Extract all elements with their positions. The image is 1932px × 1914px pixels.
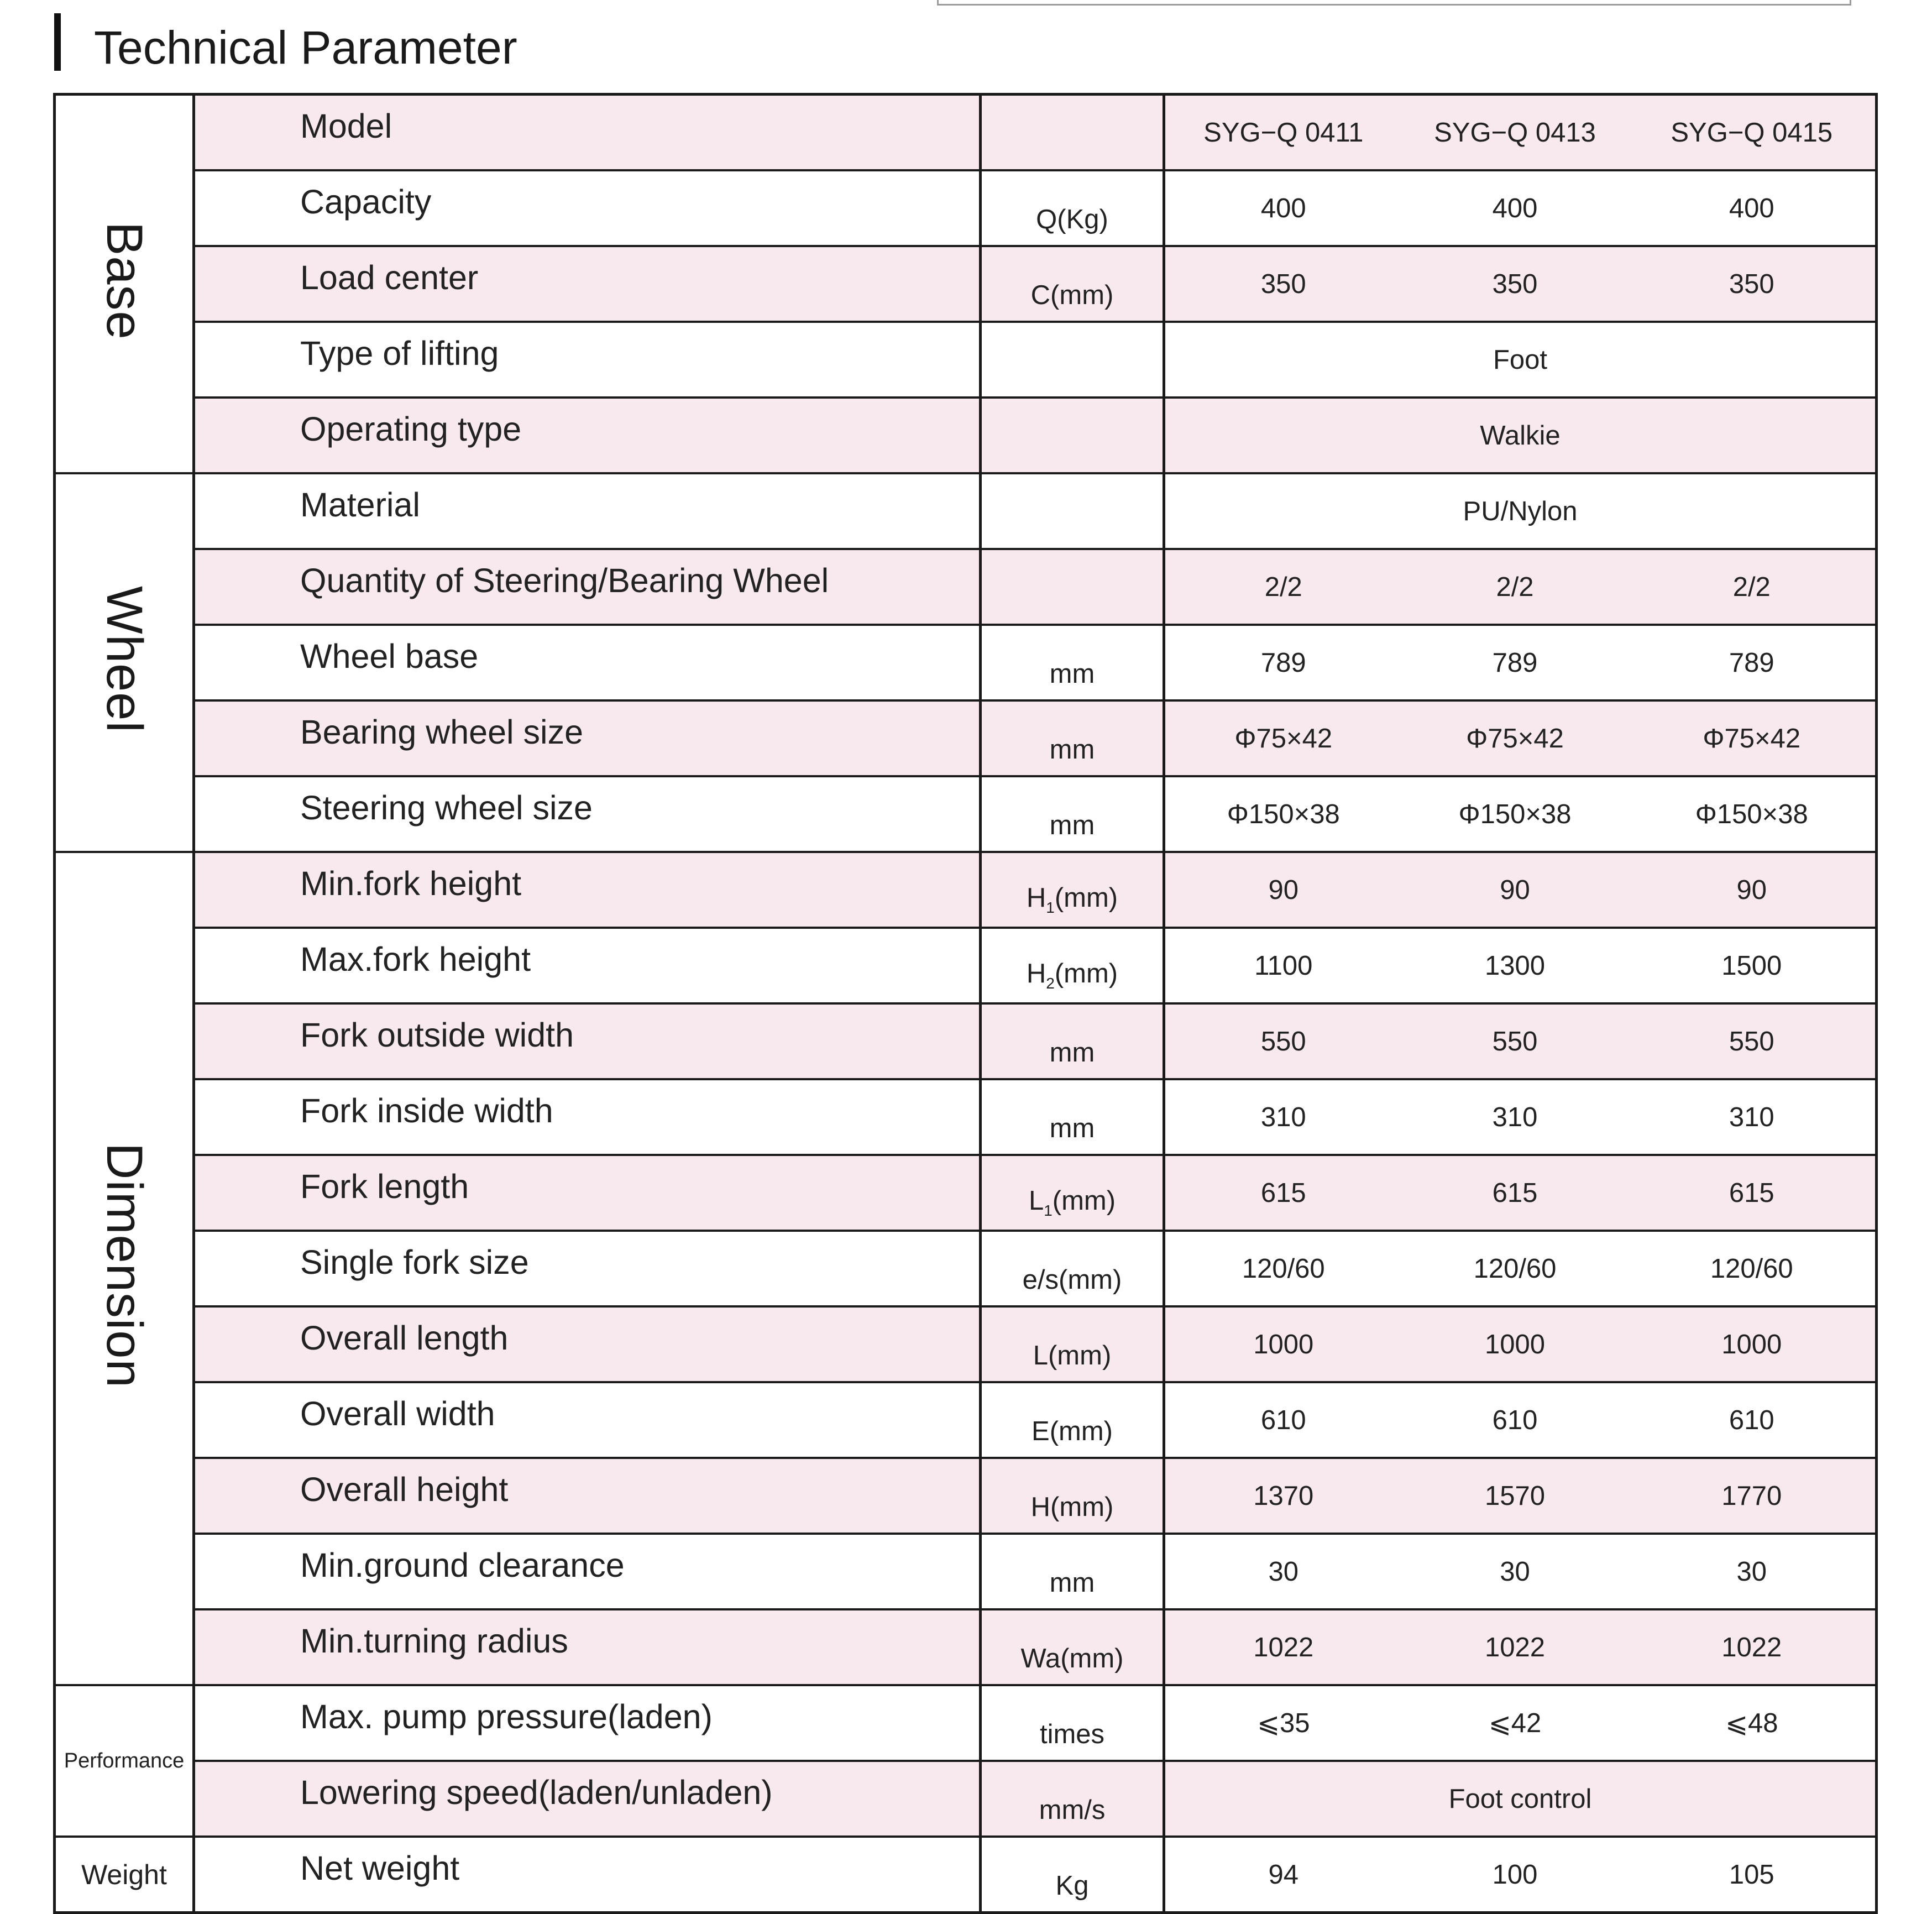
parameter-label: Type of lifting [194,322,981,398]
parameter-value: 2/2 [1402,549,1629,625]
page-title: Technical Parameter [94,22,517,74]
parameter-value: 105 [1629,1837,1877,1913]
parameter-unit: H(mm) [981,1458,1164,1534]
parameter-label: Min.ground clearance [194,1534,981,1609]
table-row [55,776,1877,852]
table-row [55,549,1877,625]
parameter-label: Overall height [194,1458,981,1534]
parameter-value: 120/60 [1164,1231,1402,1306]
table-row [55,1609,1877,1685]
parameter-unit [981,473,1164,549]
parameter-unit: C(mm) [981,246,1164,322]
parameter-unit: times [981,1685,1164,1761]
parameter-label: Max.fork height [194,928,981,1003]
parameter-label: Material [194,473,981,549]
table-row [55,1837,1877,1913]
parameter-label: Fork inside width [194,1079,981,1155]
parameter-value: ⩽42 [1402,1685,1629,1761]
group-label-performance [55,1685,194,1837]
parameter-unit: L(mm) [981,1306,1164,1382]
parameter-unit: Q(Kg) [981,170,1164,246]
parameter-value: 90 [1629,852,1877,928]
parameter-value: 610 [1402,1382,1629,1458]
parameter-label: Fork outside width [194,1003,981,1079]
group-label-text: Weight [81,1859,167,1890]
top-frame-box [937,0,1851,6]
table-row [55,1231,1877,1306]
table-row [55,1761,1877,1837]
group-label-text: Performance [64,1749,185,1772]
group-label-text: Dimension [96,1142,153,1388]
parameter-unit [981,398,1164,473]
parameter-value: 550 [1629,1003,1877,1079]
table-row [55,246,1877,322]
parameter-value: Φ75×42 [1402,700,1629,776]
parameter-unit: e/s(mm) [981,1231,1164,1306]
parameter-unit: $H_1(mm)$ [981,852,1164,928]
table-row [55,1382,1877,1458]
parameter-value: 1000 [1402,1306,1629,1382]
parameter-label: Net weight [194,1837,981,1913]
group-label-weight [55,1837,194,1913]
parameter-value: 350 [1402,246,1629,322]
parameter-label: Load center [194,246,981,322]
parameter-label: Quantity of Steering/Bearing Wheel [194,549,981,625]
table-row [55,1458,1877,1534]
table-row [55,852,1877,928]
parameter-value: 30 [1402,1534,1629,1609]
parameter-unit: Wa(mm) [981,1609,1164,1685]
parameter-value: 550 [1402,1003,1629,1079]
table-row [55,928,1877,1003]
parameter-unit [981,95,1164,171]
group-label-wheel [55,473,194,852]
parameter-unit: mm [981,1079,1164,1155]
parameter-label: Wheel base [194,625,981,700]
parameter-value: 350 [1164,246,1402,322]
parameter-value: 310 [1164,1079,1402,1155]
parameter-value: 350 [1629,246,1877,322]
parameter-value: 615 [1629,1155,1877,1231]
table-row [55,1534,1877,1609]
table-row [55,625,1877,700]
parameter-label: Min.turning radius [194,1609,981,1685]
table-row [55,170,1877,246]
parameter-value: 1570 [1402,1458,1629,1534]
parameter-value: 789 [1164,625,1402,700]
parameter-value: Φ150×38 [1629,776,1877,852]
parameter-value: SYG−Q 0413 [1402,95,1629,171]
parameter-value: 400 [1164,170,1402,246]
parameter-label: Operating type [194,398,981,473]
table-row [55,322,1877,398]
group-label-dimension [55,852,194,1685]
parameter-label: Steering wheel size [194,776,981,852]
parameter-value: 1300 [1402,928,1629,1003]
parameter-unit: mm [981,625,1164,700]
parameter-value: Φ150×38 [1164,776,1402,852]
title-accent-bar [54,13,61,71]
parameter-value: 615 [1164,1155,1402,1231]
parameter-value: ⩽35 [1164,1685,1402,1761]
parameter-label: Max. pump pressure(laden) [194,1685,981,1761]
parameter-value: 1500 [1629,928,1877,1003]
parameter-value: 30 [1629,1534,1877,1609]
parameter-value: 90 [1402,852,1629,928]
parameter-value: 1022 [1629,1609,1877,1685]
table-row [55,473,1877,549]
table-row [55,1079,1877,1155]
table-row [55,398,1877,473]
parameter-value: 1022 [1402,1609,1629,1685]
parameter-value-shared: PU/Nylon [1164,473,1877,549]
parameter-unit: $L_1(mm)$ [981,1155,1164,1231]
group-label-text: Wheel [96,585,153,733]
parameter-value: 120/60 [1629,1231,1877,1306]
parameter-value: 789 [1402,625,1629,700]
parameter-value: 30 [1164,1534,1402,1609]
parameter-unit: mm/s [981,1761,1164,1837]
parameter-unit: mm [981,1003,1164,1079]
parameter-value: SYG−Q 0411 [1164,95,1402,171]
parameter-unit [981,549,1164,625]
table-row [55,700,1877,776]
parameter-value: 610 [1164,1382,1402,1458]
parameter-value: 789 [1629,625,1877,700]
technical-parameter-table [53,93,1878,1914]
parameter-value: 1000 [1629,1306,1877,1382]
parameter-unit: $H_2(mm)$ [981,928,1164,1003]
parameter-label: Capacity [194,170,981,246]
parameter-unit [981,322,1164,398]
parameter-value: 1000 [1164,1306,1402,1382]
parameter-unit: mm [981,700,1164,776]
parameter-value: 610 [1629,1382,1877,1458]
parameter-unit: mm [981,776,1164,852]
parameter-label: Fork length [194,1155,981,1231]
table-row [55,1003,1877,1079]
parameter-label: Model [194,95,981,171]
parameter-label: Single fork size [194,1231,981,1306]
table-row [55,1306,1877,1382]
table-row [55,1685,1877,1761]
parameter-value: 120/60 [1402,1231,1629,1306]
parameter-value: 1770 [1629,1458,1877,1534]
parameter-value-shared: Foot control [1164,1761,1877,1837]
group-label-text: Base [96,221,153,340]
parameter-value: 400 [1629,170,1877,246]
parameter-label: Overall width [194,1382,981,1458]
parameter-value: Φ150×38 [1402,776,1629,852]
parameter-value-shared: Walkie [1164,398,1877,473]
parameter-value-shared: Foot [1164,322,1877,398]
table-row [55,1155,1877,1231]
parameter-value: SYG−Q 0415 [1629,95,1877,171]
parameter-value: 550 [1164,1003,1402,1079]
table-row [55,95,1877,171]
parameter-unit: E(mm) [981,1382,1164,1458]
parameter-value: 1370 [1164,1458,1402,1534]
parameter-unit: Kg [981,1837,1164,1913]
parameter-value: 615 [1402,1155,1629,1231]
parameter-value: 2/2 [1629,549,1877,625]
parameter-value: 310 [1629,1079,1877,1155]
parameter-value: 90 [1164,852,1402,928]
parameter-value: 1022 [1164,1609,1402,1685]
parameter-value: 1100 [1164,928,1402,1003]
parameter-label: Lowering speed(laden/unladen) [194,1761,981,1837]
group-label-base [55,95,194,474]
parameter-value: 310 [1402,1079,1629,1155]
parameter-value: Φ75×42 [1629,700,1877,776]
parameter-label: Min.fork height [194,852,981,928]
parameter-value: Φ75×42 [1164,700,1402,776]
parameter-value: 94 [1164,1837,1402,1913]
parameter-label: Overall length [194,1306,981,1382]
parameter-label: Bearing wheel size [194,700,981,776]
parameter-value: 2/2 [1164,549,1402,625]
parameter-unit: mm [981,1534,1164,1609]
parameter-value: 400 [1402,170,1629,246]
parameter-value: ⩽48 [1629,1685,1877,1761]
parameter-value: 100 [1402,1837,1629,1913]
